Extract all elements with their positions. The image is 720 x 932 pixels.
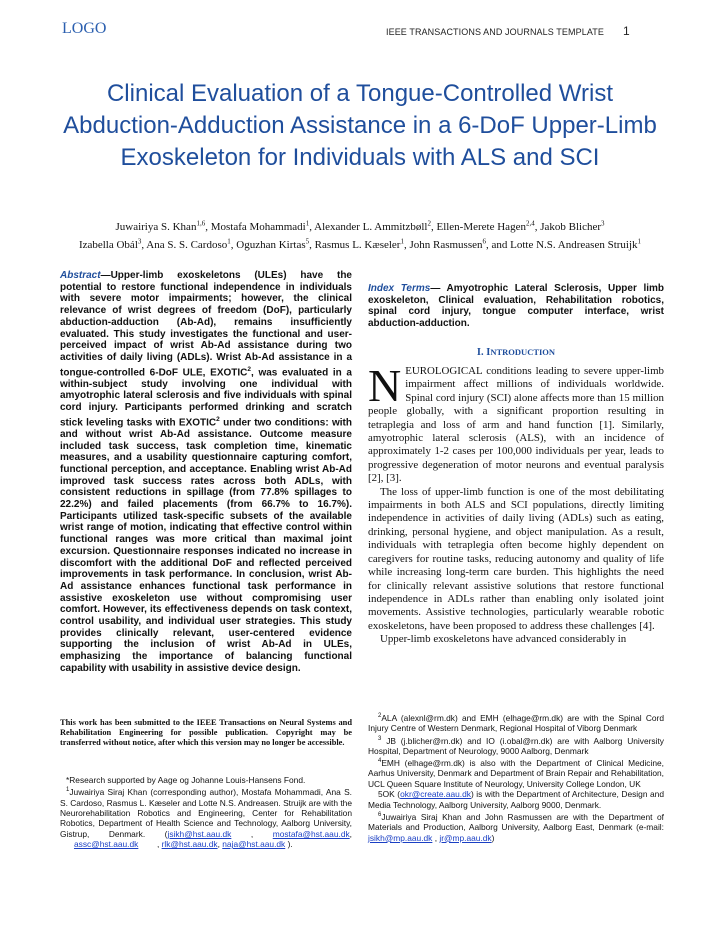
email-link[interactable]: jr@mp.aau.dk: [439, 832, 492, 843]
index-terms-label: Index Terms: [368, 283, 431, 294]
footnotes-right: [368, 711, 664, 843]
paragraph: NEUROLOGICAL conditions leading to severe upper-limb impairment affect millions of individuals worldwide. Spinal cord injury (SCI) alone affects more than 15 million people globally, with a significant proportion resulting in tetraplegia and loss of arm and hand function [1]. Similarly, amyotrophic lateral sclerosis (ALS), with an incidence of approximately 1-2 cases per 100,000 individuals per year, leads to progressive degeneration of motor neurons and eventual paralysis [2], [3].: [368, 360, 664, 485]
right-column: [368, 283, 664, 330]
introduction-body: [368, 360, 664, 647]
email-link[interactable]: naja@hst.aau.dk: [222, 839, 286, 850]
running-title: IEEE TRANSACTIONS AND JOURNALS TEMPLATE: [386, 27, 604, 37]
footnote-affiliation-2: $^2$ALA (alexnl@rm.dk) and EMH (elhage@rm.dk) are with the Spinal Cord Injury Centre of Western Denmark, Regional Hospital of Viborg Denmark: [368, 712, 664, 734]
footnotes-left: [60, 775, 352, 850]
author: Jakob Blicher$^3$: [540, 219, 605, 233]
paragraph: Upper-limb exoskeletons have advanced considerably in: [380, 633, 627, 646]
author: Rasmus L. Kæseler$^1$,: [314, 237, 410, 252]
author: Ana S. S. Cardoso$^1$,: [146, 237, 237, 252]
footnote-affiliation-1: $^1$Juwairiya Siraj Khan (corresponding author), Mostafa Mohammadi, Ana S. S. Cardoso, Rasmus L. Kæseler and Lotte N.S. Andreasen. Struijk are with the Neurorehabilitation Robotics and Engineering, Center for Rehabilitation Robotics, Department of Health Science and Technology, Aalborg University, Gistrup, Denmark. (jsikh@hst.aau.dk , mostafa@hst.aau.dk, assc@hst.aau.dk , rlk@hst.aau.dk, naja@hst.aau.dk ).: [60, 787, 352, 850]
paragraph: The loss of upper-limb function is one of the most debilitating impairments in both ALS and SCI populations, directly limiting independence in activities of daily living (ADLs) such as eating, drinking, personal hygiene, and object manipulation. As a result, individuals with tetraplegia often become highly dependent on caregivers for routine tasks, reducing autonomy and quality of life while increasing long-term care burden. This highlights the need for clinically relevant assistive solutions that restore functional independence in ADLs rather than enabling only isolated joint movements. Assistive technologies, particularly wearable robotic exoskeletons, have been proposed to address these challenges [4].: [368, 485, 664, 632]
footnote-affiliation-4: $^4$EMH (elhage@rm.dk) is also with the Department of Clinical Medicine, Aarhus University, Denmark and Department of Brain Repair and Rehabilitation, UCL Queen Square Institute of Neurology, University College London, UK: [368, 758, 664, 789]
author: John Rasmussen$^6$, and: [409, 237, 511, 252]
abstract: Abstract—Upper-limb exoskeletons (ULEs) have the potential to restore functional independence in individuals with severe motor impairments; however, the clinical relevance of wrist degrees of freedom (DoF), particularly abduction-adduction (Ab-Ad), remains insufficiently evaluated. This study investigates the functional and user-perceived impact of wrist Ab-Ad assistance during two activities of daily living (ADLs). Wrist Ab-Ad assistance in a tongue-controlled 6-DoF ULE, EXOTIC$^2$, was evaluated in a within-subject study involving one individual with amyotrophic lateral sclerosis and five individuals with spinal cord injury. Participants performed drinking and scratch stick leveling tasks with EXOTIC$^2$ under two conditions: with and without wrist Ab-Ad assistance. Outcome measure included task success, task completion time, kinematic measures, and a usability questionnaire capturing comfort, functional perception, and acceptance. Enabling wrist Ab-Ad improved task success rates across both ADLs, with consistent reductions in spillage (from 77.8% spillages to 22.2%) and failed placements (from 66.7% to 16.7%). Participants utilized task-specific subsets of the available wrist range of motion, indicating that effective control within functional ranges was more critical than maximal joint excursion. Questionnaire responses indicated no increase in discomfort with the additional DoF and reflected perceived improvements in task performance. In conclusion, wrist Ab-Ad assistance enhances functional task performance in assistive exoskeleton use without compromising user comfort. However, its effectiveness depends on task context, control usability, and individual user strategies. This study provides clinically relevant, user-centered evidence supporting the inclusion of wrist Ab-Ad in ULEs, emphasizing the importance of balancing functional capability with usability in assistive device design.: [60, 270, 352, 674]
left-column: [60, 270, 352, 675]
footnote-funding: *Research supported by Aage og Johanne Louis-Hansens Fond.: [66, 775, 306, 785]
drop-cap: N: [368, 360, 402, 411]
page-number: 1: [623, 24, 630, 38]
email-link[interactable]: rlk@hst.aau.dk: [161, 839, 218, 850]
email-link[interactable]: mostafa@hst.aau.dk: [272, 828, 350, 839]
author: Ellen-Merete Hagen$^{2,4}$,: [436, 219, 541, 233]
footnote-affiliation-3: $^3$ JB (j.blicher@rn.dk) and IO (i.obal@rn.dk) are with Aalborg University Hospital, Department of Neurology, 9000 Aalborg, Denmark: [368, 735, 664, 756]
email-link[interactable]: jsikh@mp.aau.dk: [368, 832, 433, 843]
author: Oguzhan Kirtas$^5$,: [236, 237, 315, 252]
logo: LOGO: [62, 20, 107, 37]
email-link[interactable]: jsikh@hst.aau.dk: [167, 828, 232, 839]
author: Mostafa Mohammadi$^1$,: [210, 219, 315, 233]
author-list: [62, 216, 658, 253]
abstract-label: Abstract: [60, 270, 101, 281]
author: Alexander L. Ammitzbøll$^2$,: [314, 219, 437, 233]
paper-title: Clinical Evaluation of a Tongue-Controlled Wrist Abduction-Adduction Assistance in a 6-DoF Upper-Limb Exoskeleton for Individuals with ALS and SCI: [63, 80, 657, 171]
section-heading-introduction: I. INTRODUCTION: [476, 347, 556, 358]
author: Juwairiya S. Khan$^{1,6}$,: [115, 219, 211, 233]
index-terms: Index Terms— Amyotrophic Lateral Sclerosis, Upper limb exoskeleton, Clinical evaluation, Rehabilitation robotics, spinal cord injury, tongue computer interface, wrist abduction-adduction.: [368, 283, 664, 330]
footnote-affiliation-6: $^6$Juwairiya Siraj Khan and John Rasmussen are with the Department of Materials and Production, Aalborg University, Aalborg East, Denmark (e-mail: jsikh@mp.aau.dk , jr@mp.aau.dk): [368, 811, 664, 843]
footnote-affiliation-5: 5OK (okr@create.aau.dk) is with the Department of Architecture, Design and Media Technology, Aalborg University, Aalborg 9000, Denmark.: [368, 789, 664, 810]
email-link[interactable]: okr@create.aau.dk: [400, 789, 471, 800]
author: Lotte N.S. Andreasen Struijk$^1$: [510, 237, 642, 252]
email-link[interactable]: assc@hst.aau.dk: [73, 839, 139, 850]
author: Izabella Obál$^3$,: [78, 237, 147, 252]
submission-note: This work has been submitted to the IEEE Transactions on Neural Systems and Rehabilitation Engineering for possible publication. Copyright may be transferred without notice, after which this version may no longer be accessible.: [60, 718, 352, 748]
